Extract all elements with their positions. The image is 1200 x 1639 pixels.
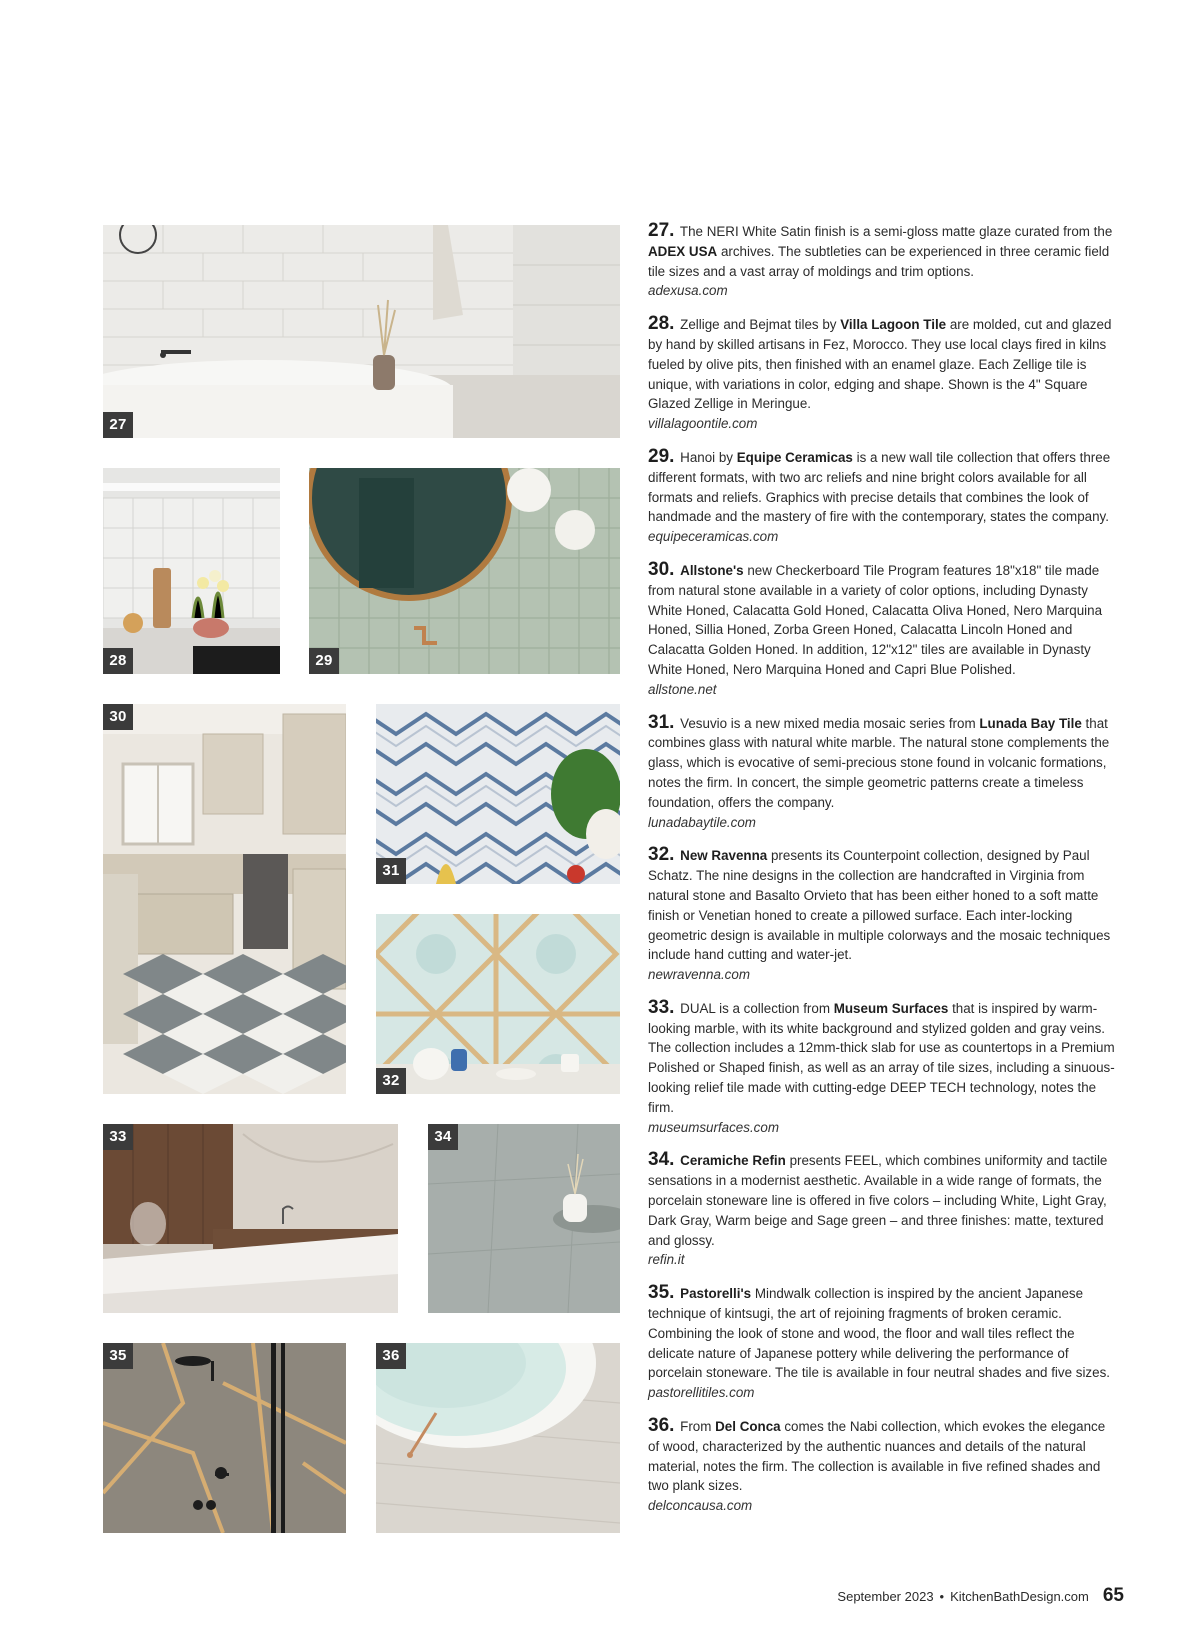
photo-number-badge: 30	[103, 704, 133, 730]
brand-url: museumsurfaces.com	[648, 1119, 779, 1135]
brand-name: ADEX USA	[648, 243, 718, 259]
entry-number: 29.	[648, 445, 675, 467]
photo-33-illustration	[103, 1124, 398, 1313]
entry-text: DUAL is a collection from	[680, 1000, 830, 1016]
photo-number-badge: 34	[428, 1124, 458, 1150]
product-descriptions-column	[648, 221, 1118, 1529]
photo-number-badge: 33	[103, 1124, 133, 1150]
photo-34-gray-tile	[428, 1124, 620, 1313]
entry-30	[648, 560, 1118, 700]
photo-33-marble-kitchen	[103, 1124, 398, 1313]
brand-name: New Ravenna	[680, 848, 768, 864]
brand-name: Allstone's	[680, 562, 744, 578]
brand-name: Ceramiche Refin	[680, 1153, 786, 1169]
entry-text: comes the Nabi collection, which evokes the elegance of wood, characterized by the authentic nuances and details of the natural material, notes the firm. The collection is available in five refined shades and two plank sizes.	[648, 1419, 1106, 1494]
brand-url: pastorellitiles.com	[648, 1385, 755, 1401]
brand-url: allstone.net	[648, 681, 717, 697]
photo-27-illustration	[103, 225, 620, 438]
entry-number: 32.	[648, 844, 675, 866]
entry-35	[648, 1283, 1118, 1403]
entry-number: 28.	[648, 313, 675, 335]
entry-27	[648, 221, 1118, 301]
brand-name: Lunada Bay Tile	[979, 715, 1082, 731]
photo-number-badge: 36	[376, 1343, 406, 1369]
photo-36-wood-look-tile	[376, 1343, 620, 1533]
photo-27-bathroom	[103, 225, 620, 438]
entry-number: 27.	[648, 220, 675, 241]
entry-text: that is inspired by warm-looking marble, with its white background and stylized golden and gray veins. The collection includes a 12mm-thick slab for use as countertops in a Premium Polished or Shaped finish, as well as an array of tile sizes, including a sinuous-looking relief tile made with cutting-edge DEEP TECH technology, notes the firm.	[648, 1000, 1115, 1115]
photo-31-illustration	[376, 704, 620, 884]
entry-text: Mindwalk collection is inspired by the ancient Japanese technique of kintsugi, the art of rejoining fragments of broken ceramic. Combining the look of stone and wood, the floor and wall tiles reflect the delicate nature of Japanese pottery while delivering the performance of porcelain stoneware. The tile is available in four neutral shades and five sizes.	[648, 1286, 1110, 1381]
photo-36-illustration	[376, 1343, 620, 1533]
brand-url: villalagoontile.com	[648, 416, 758, 432]
entry-text: that combines glass with natural white marble. The natural stone complements the glass, which is evocative of semi-precious stone found in volcanic formations, notes the firm. In concert, the simple geometric patterns create a timeless foundation, offers the company.	[648, 715, 1110, 810]
entry-number: 33.	[648, 996, 675, 1018]
entry-31	[648, 713, 1118, 833]
photo-number-badge: 32	[376, 1068, 406, 1094]
entry-text: The NERI White Satin finish is a semi-gloss matte glaze curated from the	[679, 224, 1113, 239]
photo-number-badge: 28	[103, 648, 133, 674]
page-number: 65	[1102, 1585, 1124, 1606]
entry-29	[648, 447, 1118, 547]
entry-text: Vesuvio is a new mixed media mosaic series from	[680, 715, 976, 731]
photo-35-kintsugi-shower	[103, 1343, 346, 1533]
photo-number-badge: 31	[376, 858, 406, 884]
photo-30-checkerboard-kitchen	[103, 704, 346, 1094]
entry-34	[648, 1150, 1118, 1270]
entry-text: are molded, cut and glazed by hand by skilled artisans in Fez, Morocco. They use local clays fired in kilns fueled by olive pits, then finished with an enamel glaze. Each Zellige tile is unique, with variations in color, edging and shape. Shown is the 4" Square Glazed Zellige in Meringue.	[648, 317, 1112, 412]
photo-32-illustration	[376, 914, 620, 1094]
brand-name: Equipe Ceramicas	[736, 449, 853, 465]
photo-29-mirror-tile	[309, 468, 620, 674]
brand-name: Museum Surfaces	[833, 1000, 949, 1016]
brand-url: lunadabaytile.com	[648, 814, 756, 830]
entry-text: new Checkerboard Tile Program features 18"x18" tile made from natural stone available in a variety of color options, including Dynasty White Honed, Calacatta Gold Honed, Calacatta Oliva Honed, Nero Marquina Honed, Sillia Honed, Zorba Green Honed, Calacatta Lincoln Honed and Calacatta Golden Honed. In addition, 12"x12" tiles are available in Dynasty White Honed, Nero Marquina Honed and Capri Blue Polished.	[648, 562, 1103, 677]
brand-url: delconcausa.com	[648, 1498, 753, 1514]
entry-text: Hanoi by	[680, 449, 734, 465]
photo-30-illustration	[103, 704, 346, 1094]
brand-name: Pastorelli's	[680, 1286, 752, 1302]
brand-url: equipeceramicas.com	[648, 529, 779, 545]
entry-number: 35.	[648, 1282, 675, 1304]
photo-32-geometric-mosaic	[376, 914, 620, 1094]
entry-text: is a new wall tile collection that offers three different formats, with two arc reliefs and nine bright colors available for all formats and reliefs. Graphics with precise details that combines the look of handmade and the mastery of fire with the contemporary, states the company.	[648, 449, 1111, 525]
entry-33	[648, 998, 1118, 1138]
photo-35-illustration	[103, 1343, 346, 1533]
photo-number-badge: 27	[103, 412, 133, 438]
photo-31-chevron-mosaic	[376, 704, 620, 884]
entry-text: Zellige and Bejmat tiles by	[680, 317, 837, 333]
entry-36	[648, 1416, 1118, 1516]
entry-number: 30.	[648, 558, 675, 580]
entry-number: 36.	[648, 1415, 675, 1437]
photo-number-badge: 29	[309, 648, 339, 674]
brand-name: Del Conca	[715, 1419, 781, 1435]
brand-url: newravenna.com	[648, 967, 750, 983]
entry-number: 34.	[648, 1149, 675, 1171]
issue-date: September 2023	[837, 1589, 934, 1604]
photo-number-badge: 35	[103, 1343, 133, 1369]
entry-text: presents FEEL, which combines uniformity and tactile sensations in a modernist aesthetic. Available in a wide range of formats, the porcelain stoneware line is offered in five colors – including White, Light Gray, Dark Gray, Warm beige and Sage green – and three finishes: matte, textured and glossy.	[648, 1153, 1108, 1248]
photo-29-illustration	[309, 468, 620, 674]
photo-28-kitchen	[103, 468, 280, 674]
entry-32	[648, 845, 1118, 985]
entry-text: archives. The subtleties can be experienced in three ceramic field tile sizes and a vast array of moldings and trim options.	[648, 243, 1110, 279]
brand-url: refin.it	[648, 1252, 685, 1268]
entry-28	[648, 314, 1118, 434]
photo-28-illustration	[103, 468, 280, 674]
brand-url: adexusa.com	[648, 283, 728, 299]
brand-name: Villa Lagoon Tile	[840, 317, 947, 333]
website-name: KitchenBathDesign.com	[950, 1589, 1089, 1604]
entry-text: presents its Counterpoint collection, designed by Paul Schatz. The nine designs in the collection are handcrafted in Virginia from natural stone and Basalto Orvieto that has been either honed to a soft matte finish or Venetian honed to create a pillowed surface. Each inter-locking geometric design is available in multiple colorways and the mosaic techniques include hand cutting and water-jet.	[648, 848, 1111, 963]
page-footer	[837, 1585, 1124, 1607]
footer-separator: •	[939, 1589, 945, 1604]
entry-number: 31.	[648, 711, 675, 733]
photo-34-illustration	[428, 1124, 620, 1313]
entry-text: From	[680, 1419, 712, 1435]
